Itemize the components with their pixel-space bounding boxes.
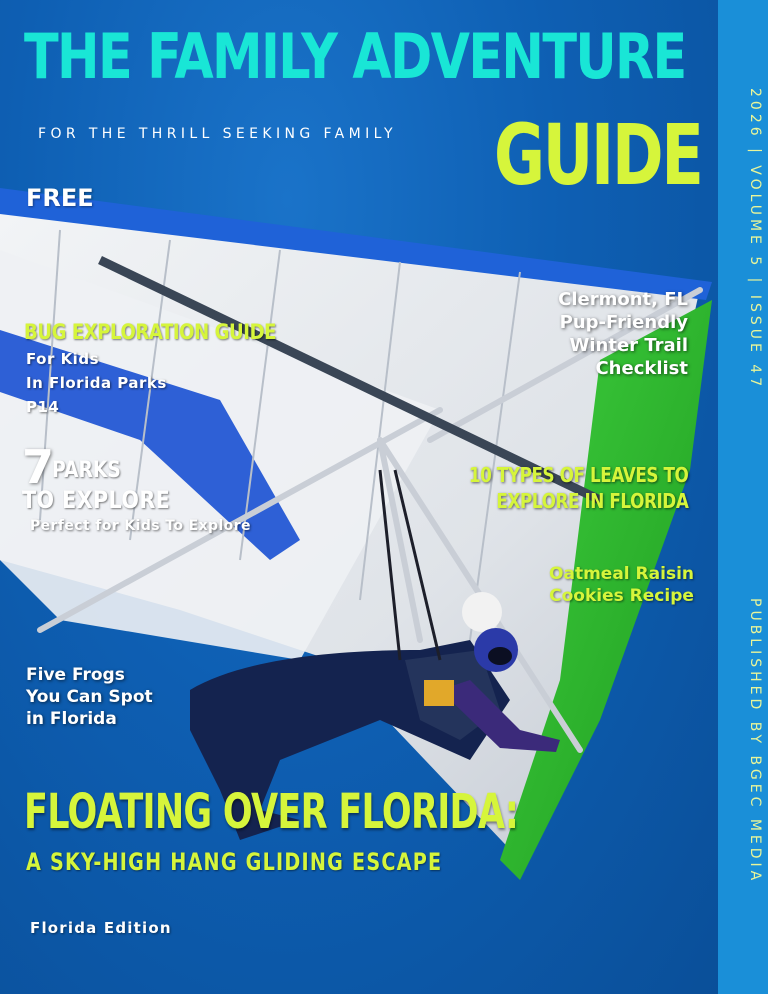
magazine-title-guide: GUIDE (494, 106, 702, 204)
feature-subhead: A SKY-HIGH HANG GLIDING ESCAPE (26, 848, 443, 876)
edition-label: Florida Edition (30, 919, 172, 937)
feature-headline: FLOATING OVER FLORIDA: (24, 784, 519, 840)
free-label: FREE (26, 184, 94, 212)
leaves-story (468, 462, 688, 514)
clermont-line: Clermont, FL (558, 289, 688, 310)
frogs-line: Five Frogs (26, 665, 125, 685)
parks-count: 7 (22, 440, 55, 494)
leaves-line: EXPLORE IN FLORIDA (496, 489, 688, 513)
oatmeal-line: Oatmeal Raisin (549, 564, 694, 584)
publisher-credit: PUBLISHED BY BGEC MEDIA (747, 598, 763, 885)
clermont-line: Winter Trail (569, 335, 688, 356)
bug-story-page: P14 (26, 398, 60, 416)
issue-info: 2026 | VOLUME 5 | ISSUE 47 (747, 88, 763, 391)
clermont-line: Checklist (595, 358, 688, 379)
clermont-line: Pup-Friendly (559, 312, 688, 333)
parks-to-explore: TO EXPLORE (22, 486, 171, 514)
bug-story-title: BUG EXPLORATION GUIDE (24, 320, 277, 344)
bug-story-line: In Florida Parks (26, 374, 167, 392)
parks-word: PARKS (52, 458, 121, 483)
frogs-line: You Can Spot (26, 687, 153, 707)
bug-story-line: For Kids (26, 350, 99, 368)
frogs-story (26, 664, 153, 730)
leaves-line: 10 TYPES OF LEAVES TO (468, 463, 688, 487)
cover-spine-sidebar (718, 0, 768, 994)
frogs-line: in Florida (26, 709, 117, 729)
oatmeal-line: Cookies Recipe (549, 586, 694, 606)
clermont-story (558, 288, 688, 380)
parks-subtitle: Perfect for Kids To Explore (30, 518, 251, 534)
tagline: FOR THE THRILL SEEKING FAMILY (38, 126, 397, 142)
magazine-title: THE FAMILY ADVENTURE (24, 20, 686, 93)
oatmeal-story (549, 563, 694, 607)
